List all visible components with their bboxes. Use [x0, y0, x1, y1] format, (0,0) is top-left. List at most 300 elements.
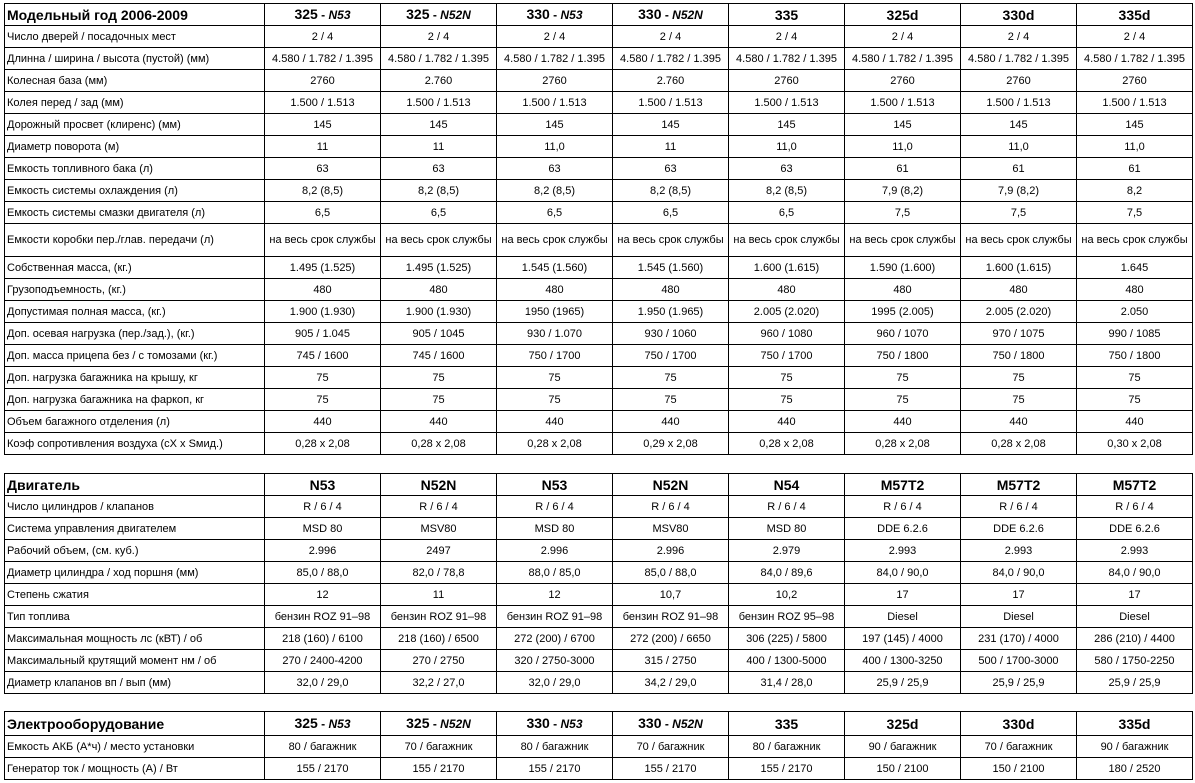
table-cell: Diesel [961, 606, 1077, 628]
column-header-model: 330 [526, 715, 550, 731]
column-header [961, 4, 1077, 26]
table-row [5, 70, 1193, 92]
table-cell: 61 [961, 158, 1077, 180]
table-cell: 1.500 / 1.513 [845, 92, 961, 114]
column-header [729, 712, 845, 736]
table-cell: 440 [265, 411, 381, 433]
table-row [5, 257, 1193, 279]
table-cell: 8,2 (8,5) [265, 180, 381, 202]
table-cell: 745 / 1600 [381, 345, 497, 367]
table-cell: 11 [381, 584, 497, 606]
table-cell: 270 / 2400-4200 [265, 650, 381, 672]
table-cell: 1.900 (1.930) [265, 301, 381, 323]
table-cell: 2 / 4 [729, 26, 845, 48]
table-cell: 145 [381, 114, 497, 136]
table-cell: на весь срок службы [497, 224, 613, 257]
table-cell: 440 [729, 411, 845, 433]
section-title: Двигатель [5, 474, 265, 496]
table-cell: 750 / 1800 [961, 345, 1077, 367]
table-cell: 6,5 [381, 202, 497, 224]
table-cell: 8,2 (8,5) [613, 180, 729, 202]
column-header: N53 [265, 474, 381, 496]
table-row [5, 672, 1193, 694]
table-cell: 2760 [729, 70, 845, 92]
table-cell: 2760 [1077, 70, 1193, 92]
table-cell: MSD 80 [729, 518, 845, 540]
table-cell: 63 [729, 158, 845, 180]
table-cell: 1.500 / 1.513 [961, 92, 1077, 114]
table-cell: 2.979 [729, 540, 845, 562]
table-cell: 8,2 (8,5) [381, 180, 497, 202]
table-cell: 2760 [497, 70, 613, 92]
table-cell: 480 [497, 279, 613, 301]
table-cell: 75 [729, 367, 845, 389]
table-cell: 990 / 1085 [1077, 323, 1193, 345]
table-cell: 0,28 x 2,08 [961, 433, 1077, 455]
table-cell: MSV80 [613, 518, 729, 540]
table-cell: 155 / 2170 [613, 758, 729, 780]
column-header [729, 4, 845, 26]
table-cell: 17 [961, 584, 1077, 606]
table-cell: 745 / 1600 [265, 345, 381, 367]
table-cell: 2.996 [613, 540, 729, 562]
column-header-model: 325 [406, 715, 430, 731]
table-cell: 80 / багажник [729, 736, 845, 758]
column-header-separator: - [317, 8, 329, 22]
column-header [613, 712, 729, 736]
table-cell: 2.993 [1077, 540, 1193, 562]
row-label: Коэф сопротивления воздуха (cX x Sмид.) [5, 433, 265, 455]
table-cell: 8,2 (8,5) [497, 180, 613, 202]
table-cell: 1.500 / 1.513 [729, 92, 845, 114]
row-label: Дорожный просвет (клиренс) (мм) [5, 114, 265, 136]
table-cell: 75 [613, 389, 729, 411]
row-label: Рабочий объем, (см. куб.) [5, 540, 265, 562]
column-header-model: 335d [1118, 6, 1151, 23]
table-cell: R / 6 / 4 [729, 496, 845, 518]
table-cell: 155 / 2170 [729, 758, 845, 780]
table-cell: 440 [845, 411, 961, 433]
table-cell: 11 [265, 136, 381, 158]
column-header-model: 335 [774, 6, 799, 23]
table-cell: 0,28 x 2,08 [265, 433, 381, 455]
table-cell: 4.580 / 1.782 / 1.395 [613, 48, 729, 70]
table-cell: 17 [845, 584, 961, 606]
table-cell: 905 / 1.045 [265, 323, 381, 345]
table-cell: 11,0 [1077, 136, 1193, 158]
table-cell: 400 / 1300-3250 [845, 650, 961, 672]
table-cell: 32,0 / 29,0 [265, 672, 381, 694]
table-cell: 145 [845, 114, 961, 136]
table-cell: 2.996 [497, 540, 613, 562]
table-cell: 2 / 4 [1077, 26, 1193, 48]
table-cell: 1.590 (1.600) [845, 257, 961, 279]
row-label: Число цилиндров / клапанов [5, 496, 265, 518]
table-cell: 270 / 2750 [381, 650, 497, 672]
table-cell: 75 [265, 367, 381, 389]
row-label: Объем багажного отделения (л) [5, 411, 265, 433]
table-row [5, 433, 1193, 455]
table-cell: бензин ROZ 91–98 [265, 606, 381, 628]
table-row [5, 562, 1193, 584]
column-header-model: 330 [638, 715, 662, 731]
table-cell: 7,9 (8,2) [845, 180, 961, 202]
table-cell: 1950 (1965) [497, 301, 613, 323]
header-row [5, 712, 1193, 736]
table-cell: на весь срок службы [613, 224, 729, 257]
table-cell: 80 / багажник [265, 736, 381, 758]
table-cell: на весь срок службы [845, 224, 961, 257]
table-cell: 75 [845, 389, 961, 411]
table-row [5, 224, 1193, 257]
table-cell: 0,28 x 2,08 [381, 433, 497, 455]
table-cell: R / 6 / 4 [497, 496, 613, 518]
table-cell: 63 [497, 158, 613, 180]
table-cell: 970 / 1075 [961, 323, 1077, 345]
table-cell: 75 [1077, 367, 1193, 389]
table-cell: 480 [961, 279, 1077, 301]
row-label: Емкость топливного бака (л) [5, 158, 265, 180]
table-cell: 4.580 / 1.782 / 1.395 [265, 48, 381, 70]
table-cell: 75 [845, 367, 961, 389]
table-cell: 0,28 x 2,08 [729, 433, 845, 455]
table-cell: 2760 [845, 70, 961, 92]
table-cell: 32,2 / 27,0 [381, 672, 497, 694]
table-cell: 84,0 / 89,6 [729, 562, 845, 584]
column-header-engine: N53 [560, 8, 583, 22]
table-row [5, 606, 1193, 628]
table-cell: 4.580 / 1.782 / 1.395 [381, 48, 497, 70]
column-header: M57T2 [1077, 474, 1193, 496]
table-cell: 155 / 2170 [497, 758, 613, 780]
table-cell: Diesel [1077, 606, 1193, 628]
table-cell: 7,5 [845, 202, 961, 224]
table-cell: 75 [265, 389, 381, 411]
table-cell: 2 / 4 [265, 26, 381, 48]
table-row [5, 345, 1193, 367]
row-label: Доп. нагрузка багажника на крышу, кг [5, 367, 265, 389]
table-cell: 930 / 1.070 [497, 323, 613, 345]
column-header-separator: - [549, 8, 561, 22]
table-cell: R / 6 / 4 [1077, 496, 1193, 518]
column-header [381, 4, 497, 26]
column-header-model: 335d [1118, 715, 1151, 732]
row-label: Доп. нагрузка багажника на фаркоп, кг [5, 389, 265, 411]
table-cell: 75 [961, 367, 1077, 389]
table-row [5, 650, 1193, 672]
column-header-separator: - [661, 8, 673, 22]
table-cell: 1.645 [1077, 257, 1193, 279]
table-row [5, 736, 1193, 758]
table-cell: 63 [613, 158, 729, 180]
table-cell: 75 [729, 389, 845, 411]
table-cell: 11,0 [729, 136, 845, 158]
table-cell: 0,28 x 2,08 [497, 433, 613, 455]
electrical-table [4, 711, 1193, 780]
table-cell: MSV80 [381, 518, 497, 540]
table-cell: 180 / 2520 [1077, 758, 1193, 780]
row-label: Диаметр клапанов вп / вып (мм) [5, 672, 265, 694]
table-row [5, 584, 1193, 606]
table-cell: 10,7 [613, 584, 729, 606]
table-cell: 84,0 / 90,0 [961, 562, 1077, 584]
table-cell: 480 [381, 279, 497, 301]
section-title: Электрооборудование [5, 712, 265, 736]
table-cell: 11,0 [845, 136, 961, 158]
table-cell: 1.600 (1.615) [729, 257, 845, 279]
table-cell: 480 [1077, 279, 1193, 301]
table-cell: 2497 [381, 540, 497, 562]
column-header-engine: N52N [672, 8, 703, 22]
column-header-separator: - [317, 717, 329, 731]
table-cell: 12 [497, 584, 613, 606]
column-header-engine: N53 [328, 8, 351, 22]
table-cell: бензин ROZ 91–98 [613, 606, 729, 628]
row-label: Емкости коробки пер./глав. передачи (л) [5, 224, 265, 257]
table-cell: 0,28 x 2,08 [845, 433, 961, 455]
column-header [845, 4, 961, 26]
table-cell: 90 / багажник [845, 736, 961, 758]
table-cell: 2.005 (2.020) [729, 301, 845, 323]
spec-table [4, 3, 1193, 455]
table-cell: 34,2 / 29,0 [613, 672, 729, 694]
table-row [5, 92, 1193, 114]
table-cell: 150 / 2100 [961, 758, 1077, 780]
column-header-engine: N52N [672, 717, 703, 731]
column-header [265, 4, 381, 26]
table-cell: 960 / 1070 [845, 323, 961, 345]
column-header [265, 712, 381, 736]
table-cell: 315 / 2750 [613, 650, 729, 672]
table-cell: 218 (160) / 6100 [265, 628, 381, 650]
column-header-model: 330d [1002, 715, 1035, 732]
table-cell: бензин ROZ 91–98 [497, 606, 613, 628]
table-cell: 1.900 (1.930) [381, 301, 497, 323]
table-cell: 1.500 / 1.513 [497, 92, 613, 114]
column-header-model: 325 [406, 6, 430, 22]
engine-table [4, 473, 1193, 694]
header-row [5, 4, 1193, 26]
row-label: Система управления двигателем [5, 518, 265, 540]
table-cell: 25,9 / 25,9 [1077, 672, 1193, 694]
table-cell: 286 (210) / 4400 [1077, 628, 1193, 650]
table-cell: 4.580 / 1.782 / 1.395 [1077, 48, 1193, 70]
table-cell: 4.580 / 1.782 / 1.395 [729, 48, 845, 70]
table-cell: 145 [497, 114, 613, 136]
row-label: Степень сжатия [5, 584, 265, 606]
table-row [5, 518, 1193, 540]
table-cell: 440 [613, 411, 729, 433]
table-row [5, 114, 1193, 136]
table-cell: 480 [729, 279, 845, 301]
table-cell: 580 / 1750-2250 [1077, 650, 1193, 672]
table-cell: 306 (225) / 5800 [729, 628, 845, 650]
section-title: Модельный год 2006-2009 [5, 4, 265, 26]
row-label: Емкость АКБ (А*ч) / место установки [5, 736, 265, 758]
table-cell: 75 [497, 367, 613, 389]
column-header-separator: - [429, 8, 441, 22]
table-cell: 2.993 [845, 540, 961, 562]
table-cell: 25,9 / 25,9 [845, 672, 961, 694]
table-cell: 25,9 / 25,9 [961, 672, 1077, 694]
table-row [5, 48, 1193, 70]
table-cell: 80 / багажник [497, 736, 613, 758]
table-cell: 61 [1077, 158, 1193, 180]
column-header-model: 330 [638, 6, 662, 22]
table-cell: 2.760 [381, 70, 497, 92]
table-cell: 8,2 [1077, 180, 1193, 202]
table-cell: 1.500 / 1.513 [265, 92, 381, 114]
table-cell: 17 [1077, 584, 1193, 606]
header-row [5, 474, 1193, 496]
table-cell: 1.600 (1.615) [961, 257, 1077, 279]
table-cell: 197 (145) / 4000 [845, 628, 961, 650]
column-header-engine: N52N [440, 8, 471, 22]
table-cell: 70 / багажник [613, 736, 729, 758]
table-cell: 440 [497, 411, 613, 433]
table-cell: 2760 [961, 70, 1077, 92]
table-cell: 1.500 / 1.513 [1077, 92, 1193, 114]
table-row [5, 540, 1193, 562]
table-cell: 480 [265, 279, 381, 301]
row-label: Колея перед / зад (мм) [5, 92, 265, 114]
table-cell: 145 [613, 114, 729, 136]
table-cell: 155 / 2170 [381, 758, 497, 780]
table-cell: 82,0 / 78,8 [381, 562, 497, 584]
column-header-model: 330 [526, 6, 550, 22]
table-cell: 2 / 4 [961, 26, 1077, 48]
table-cell: DDE 6.2.6 [1077, 518, 1193, 540]
column-header [1077, 4, 1193, 26]
table-row [5, 301, 1193, 323]
row-label: Генератор ток / мощность (А) / Вт [5, 758, 265, 780]
column-header-engine: N52N [440, 717, 471, 731]
table-cell: 150 / 2100 [845, 758, 961, 780]
table-row [5, 628, 1193, 650]
table-cell: 75 [613, 367, 729, 389]
table-cell: 272 (200) / 6650 [613, 628, 729, 650]
table-cell: 750 / 1700 [497, 345, 613, 367]
column-header-separator: - [429, 717, 441, 731]
table-cell: 12 [265, 584, 381, 606]
table-row [5, 26, 1193, 48]
column-header-model: 325d [886, 6, 919, 23]
column-header-model: 325 [294, 6, 318, 22]
table-cell: 2 / 4 [613, 26, 729, 48]
column-header [613, 4, 729, 26]
table-cell: 2.996 [265, 540, 381, 562]
row-label: Число дверей / посадочных мест [5, 26, 265, 48]
table-cell: 440 [961, 411, 1077, 433]
table-cell: 7,9 (8,2) [961, 180, 1077, 202]
table-row [5, 202, 1193, 224]
table-cell: 320 / 2750-3000 [497, 650, 613, 672]
column-header [497, 712, 613, 736]
table-cell: 2.760 [613, 70, 729, 92]
row-label: Колесная база (мм) [5, 70, 265, 92]
table-cell: 32,0 / 29,0 [497, 672, 613, 694]
table-cell: 750 / 1700 [729, 345, 845, 367]
table-cell: 440 [1077, 411, 1193, 433]
table-cell: на весь срок службы [381, 224, 497, 257]
table-cell: 4.580 / 1.782 / 1.395 [961, 48, 1077, 70]
row-label: Грузоподъемность, (кг.) [5, 279, 265, 301]
table-cell: 11 [381, 136, 497, 158]
table-cell: 8,2 (8,5) [729, 180, 845, 202]
column-header-separator: - [549, 717, 561, 731]
column-header [381, 712, 497, 736]
table-cell: 7,5 [1077, 202, 1193, 224]
table-cell: 6,5 [497, 202, 613, 224]
table-cell: R / 6 / 4 [265, 496, 381, 518]
column-header-engine: N53 [328, 717, 351, 731]
table-cell: 2.050 [1077, 301, 1193, 323]
table-cell: 1.500 / 1.513 [381, 92, 497, 114]
table-cell: 6,5 [265, 202, 381, 224]
table-cell: на весь срок службы [265, 224, 381, 257]
table-cell: 6,5 [729, 202, 845, 224]
row-label: Доп. масса прицепа без / с томозами (кг.) [5, 345, 265, 367]
table-cell: 2760 [265, 70, 381, 92]
row-label: Собственная масса, (кг.) [5, 257, 265, 279]
table-row [5, 411, 1193, 433]
column-header-engine: N53 [560, 717, 583, 731]
table-cell: R / 6 / 4 [845, 496, 961, 518]
table-cell: 4.580 / 1.782 / 1.395 [497, 48, 613, 70]
table-cell: 70 / багажник [381, 736, 497, 758]
column-header: N52N [613, 474, 729, 496]
table-cell: 480 [613, 279, 729, 301]
table-cell: 84,0 / 90,0 [1077, 562, 1193, 584]
table-cell: на весь срок службы [961, 224, 1077, 257]
table-row [5, 136, 1193, 158]
table-cell: 75 [381, 389, 497, 411]
row-label: Максимальная мощность лс (кВТ) / об [5, 628, 265, 650]
column-header-model: 325 [294, 715, 318, 731]
table-cell: 63 [381, 158, 497, 180]
table-cell: 1.500 / 1.513 [613, 92, 729, 114]
table-cell: 1.545 (1.560) [497, 257, 613, 279]
table-cell: 930 / 1060 [613, 323, 729, 345]
column-header: M57T2 [845, 474, 961, 496]
table-cell: 31,4 / 28,0 [729, 672, 845, 694]
table-cell: 750 / 1700 [613, 345, 729, 367]
table-cell: 84,0 / 90,0 [845, 562, 961, 584]
table-cell: 90 / багажник [1077, 736, 1193, 758]
table-cell: 2 / 4 [497, 26, 613, 48]
table-cell: 11,0 [961, 136, 1077, 158]
table-cell: 70 / багажник [961, 736, 1077, 758]
table-cell: на весь срок службы [1077, 224, 1193, 257]
table-cell: 10,2 [729, 584, 845, 606]
table-cell: 480 [845, 279, 961, 301]
table-cell: DDE 6.2.6 [961, 518, 1077, 540]
table-cell: 85,0 / 88,0 [265, 562, 381, 584]
table-cell: 145 [1077, 114, 1193, 136]
table-row [5, 180, 1193, 202]
table-cell: 75 [381, 367, 497, 389]
table-cell: 75 [961, 389, 1077, 411]
row-label: Диаметр поворота (м) [5, 136, 265, 158]
table-cell: R / 6 / 4 [961, 496, 1077, 518]
table-cell: DDE 6.2.6 [845, 518, 961, 540]
table-cell: 1.495 (1.525) [265, 257, 381, 279]
table-row [5, 323, 1193, 345]
table-cell: 85,0 / 88,0 [613, 562, 729, 584]
row-label: Тип топлива [5, 606, 265, 628]
table-cell: на весь срок службы [729, 224, 845, 257]
table-cell: 155 / 2170 [265, 758, 381, 780]
